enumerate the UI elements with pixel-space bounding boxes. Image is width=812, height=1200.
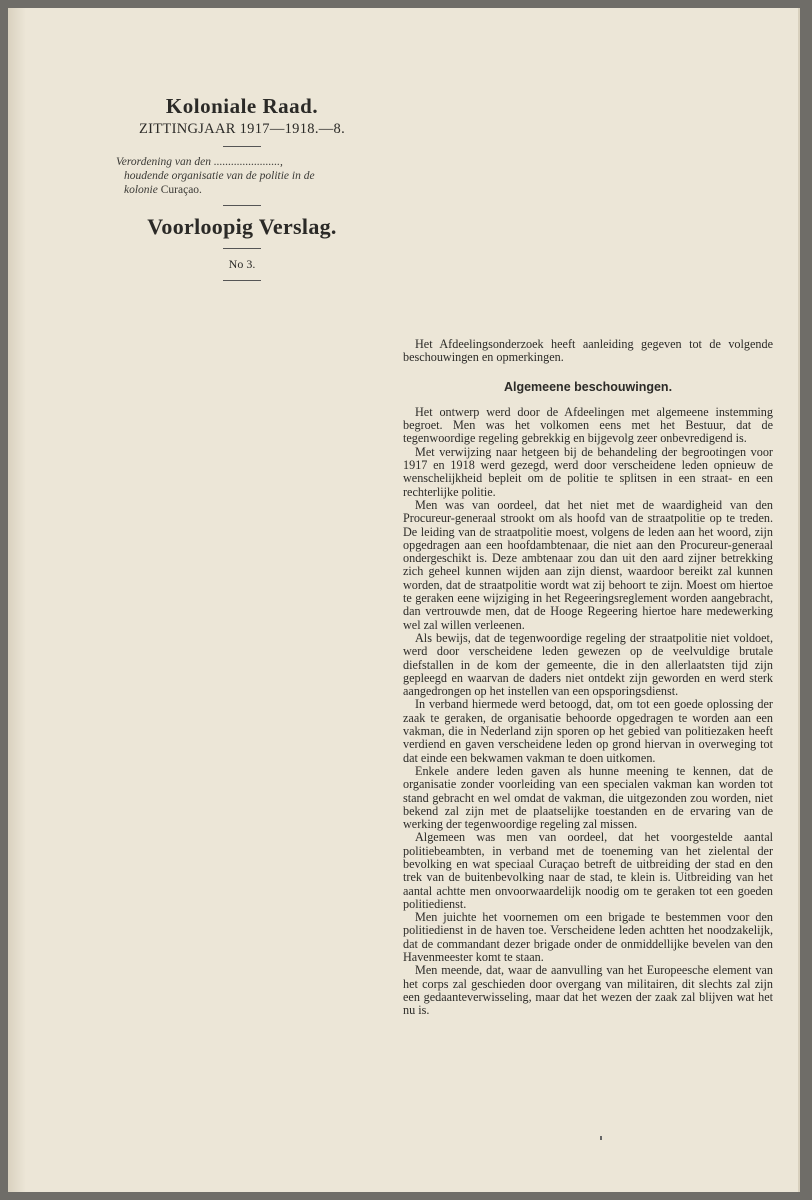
body-paragraph: Men meende, dat, waar de aanvulling van het Europeesche element van het corps zal geschieden door overgang van militairen, dit slechts zal zijn een gedaanteverwisseling, maar dat het wezen der zaak zal blijven wat het nu is. <box>403 963 773 1018</box>
body-paragraph: Het ontwerp werd door de Afdeelingen met algemeene instemming begroet. Men was het volkomen eens met het Bestuur, dat de tegenwoordige regeling gebrekkig en bijgevolg zeer onbevredigend is. <box>403 404 773 446</box>
header-divider <box>223 146 261 147</box>
ordinance-title <box>116 155 366 197</box>
number-divider-top <box>223 248 261 249</box>
paper-speck <box>600 1136 602 1140</box>
body-paragraph: Men juichte het voornemen om een brigade te bestemmen voor den politiedienst in de haven toe. Verscheidene leden achtten het noodzakelijk, dat de commandant dezer brigade onder de onmiddellijke bevelen van den Havenmeester komt te staan. <box>403 910 773 965</box>
ordinance-colony-place: Curaçao. <box>160 184 202 196</box>
page-edge-shadow <box>8 8 26 1192</box>
report-body <box>403 338 773 1018</box>
body-paragraph: In verband hiermede werd betoogd, dat, om tot een goede oplossing der zaak te geraken, de organisatie behoorde opgedragen te worden aan een vakman, die in Nederland zijn sporen op het gebied van politiezaken heeft verdiend en gaven verscheidene leden op grond hiervan in overweging tot dat einde een bekwamen vakman te doen uitkomen. <box>403 697 773 765</box>
ordinance-line-1: Verordening van den ......................., <box>116 156 283 168</box>
document-page <box>8 8 800 1192</box>
ordinance-line-3 <box>116 183 366 197</box>
section-heading: Algemeene beschouwingen. <box>503 379 673 394</box>
intro-paragraph: Het Afdeelingsonderzoek heeft aanleiding gegeven tot de volgende beschouwingen en opmerkingen. <box>403 337 773 365</box>
ordinance-line-2: houdende organisatie van de politie in de <box>124 170 315 182</box>
body-paragraph: Enkele andere leden gaven als hunne meening te kennen, dat de organisatie zonder voorleiding van een specialen vakman kan worden tot stand gebracht en wel omdat de vakman, die uitgezonden zou worden, niet bekend zal zijn met de plaatselijke toestanden en de ervaring van de werking der tegenwoordige regeling zal missen. <box>403 763 773 832</box>
session-year: ZITTINGJAAR 1917—1918.—8. <box>138 121 346 137</box>
ordinance-colony-word: kolonie <box>124 184 158 196</box>
number-divider-bottom <box>223 280 261 281</box>
body-paragraph: Algemeen was men van oordeel, dat het voorgestelde aantal politiebeambten, in verband met de toeneming van het zielental der bevolking en wat speciaal Curaçao betreft de uitbreiding der stad en den trek van de buitenbevolking naar de stad, te klein is. Uitbreiding van het aantal achtte men onvoorwaardelijk noodig om te geraken tot een goeden politiedienst. <box>403 830 773 911</box>
body-paragraph: Als bewijs, dat de tegenwoordige regeling der straatpolitie niet voldoet, werd door verscheidene leden gewezen op de veelvuldige brutale diefstallen in de kom der gemeente, die in den allerlaatsten tijd zijn gepleegd en waarvan de daders niet ontdekt zijn geworden en werd sterk aangedrongen op het instellen van een opsporingsdienst. <box>403 630 773 699</box>
title-divider <box>223 205 261 206</box>
document-header <box>108 94 376 289</box>
report-number: No 3. <box>228 257 256 271</box>
body-paragraph: Men was van oordeel, dat het niet met de waardigheid van den Procureur-generaal strookt om als hoofd van de straatpolitie op te treden. De leiding van de straatpolitie moest, volgens de leden aan het woord, zijn opgedragen aan een hoofdambtenaar, die niet aan den Procureur-generaal ondergeschikt is. Deze ambtenaar zou dan uit den aard zijner betrekking zich geheel kunnen wijden aan zijn dienst, waardoor bereikt zal kunnen worden, dat de straatpolitie wordt wat zij behoort te zijn. Moest om hiertoe te geraken eene wijziging in het Regeeringsreglement worden aangebracht, dan vertrouwde men, dat de Hooge Regeering hiertoe hare medewerking wel zal willen verleenen. <box>403 497 773 632</box>
report-title: Voorloopig Verslag. <box>147 214 337 239</box>
council-name: Koloniale Raad. <box>165 94 319 118</box>
body-paragraph: Met verwijzing naar hetgeen bij de behandeling der begrootingen voor 1917 en 1918 werd gezegd, werd door verscheidene leden opnieuw de wenschelijkheid bepleit om de politie te splitsen in een straat- en een rechterlijke politie. <box>403 444 773 499</box>
